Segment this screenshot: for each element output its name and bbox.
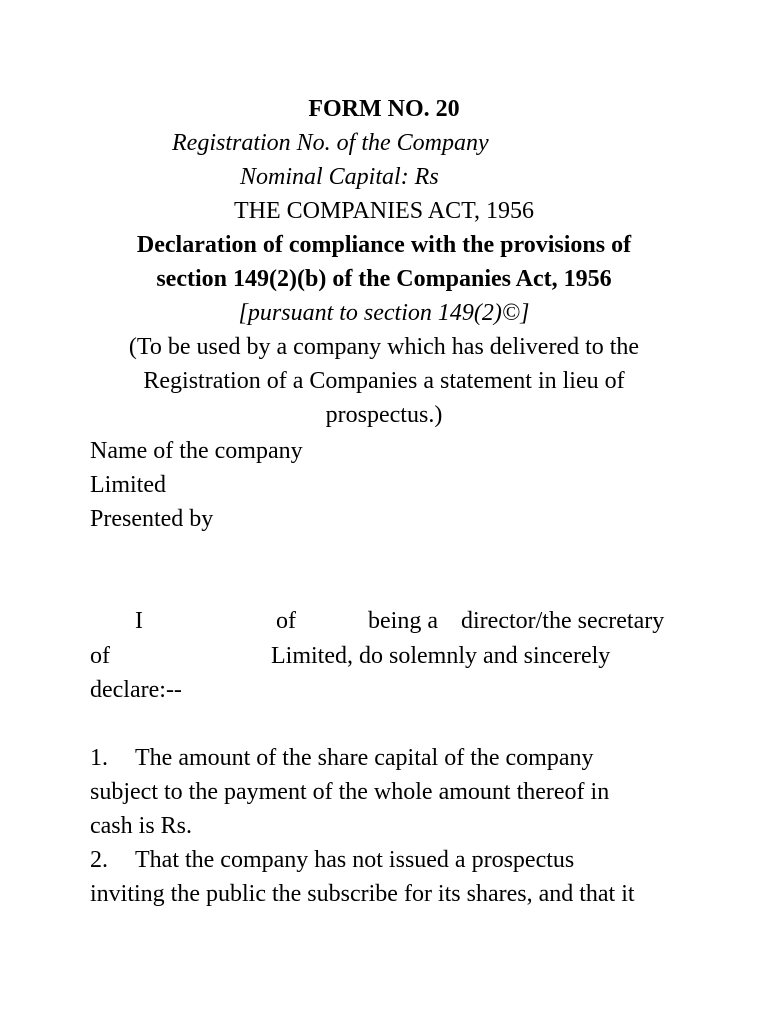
clause-2-line-1: That the company has not issued a prospectus [135, 847, 575, 873]
usage-note-line-3: prospectus.) [325, 402, 443, 428]
clause-2-number: 2. [90, 847, 108, 873]
clause-1-line-1: The amount of the share capital of the company [135, 745, 594, 771]
clause-2-line-2: inviting the public the subscribe for its shares, and that it [90, 881, 635, 907]
declaration-i: I [135, 608, 143, 634]
form-title: FORM NO. 20 [308, 96, 460, 122]
clause-1-number: 1. [90, 745, 108, 771]
act-name: THE COMPANIES ACT, 1956 [233, 198, 535, 224]
registration-label: Registration No. of the Company [172, 130, 489, 156]
pursuant-note: [pursuant to section 149(2)©] [238, 300, 530, 326]
clause-1-line-2: subject to the payment of the whole amount thereof in [90, 779, 610, 805]
company-name-label: Name of the company [90, 438, 303, 464]
declaration-being-a: being a [368, 608, 438, 634]
declaration-declare: declare:-- [90, 677, 182, 703]
usage-note-line-1: (To be used by a company which has delivered to the [128, 334, 640, 360]
heading-line-1: Declaration of compliance with the provisions of [136, 232, 632, 258]
nominal-capital-label: Nominal Capital: Rs [240, 164, 439, 190]
heading-line-2: section 149(2)(b) of the Companies Act, 1956 [156, 266, 612, 292]
declaration-limited: Limited, do solemnly and sincerely [271, 643, 611, 669]
clause-1-line-3: cash is Rs. [90, 813, 192, 839]
declaration-of-2: of [90, 643, 110, 669]
limited-label: Limited [90, 472, 166, 498]
declaration-of: of [276, 608, 296, 634]
declaration-role: director/the secretary [461, 608, 665, 634]
presented-by-label: Presented by [90, 506, 214, 532]
usage-note-line-2: Registration of a Companies a statement in lieu of [143, 368, 625, 394]
